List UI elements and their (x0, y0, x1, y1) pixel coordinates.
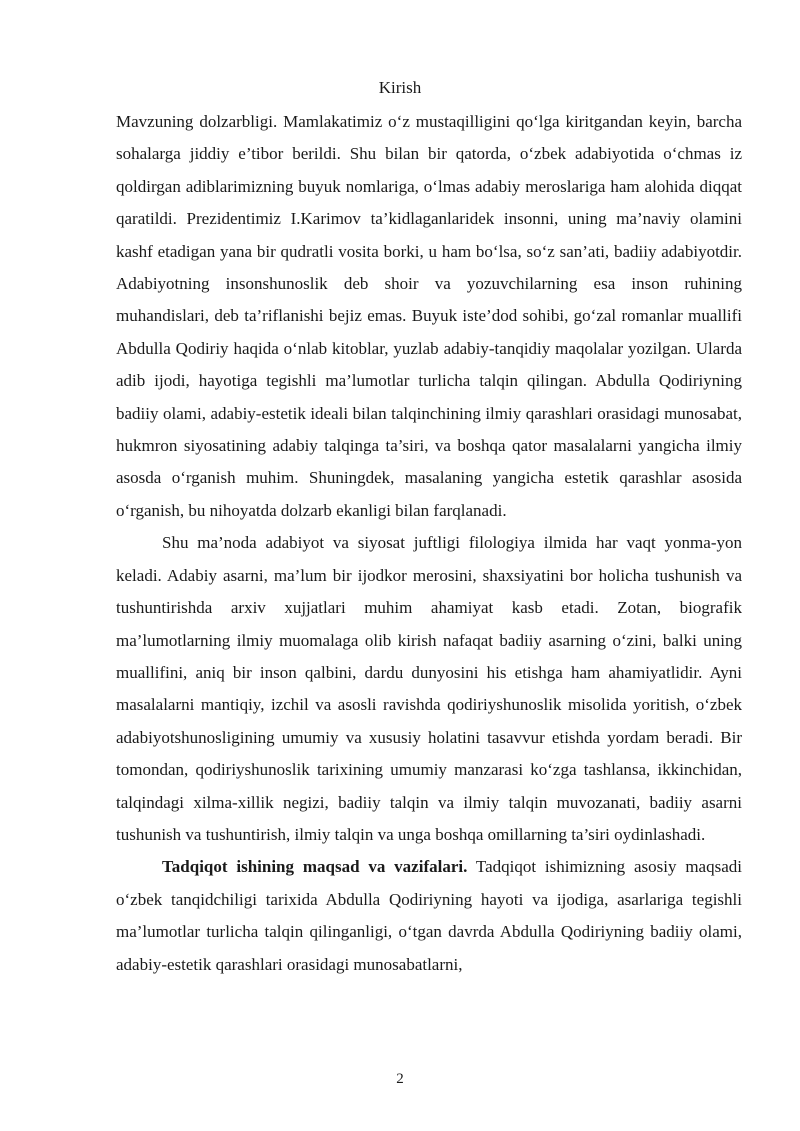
paragraph-relevance: Mavzuning dolzarbligi. Mamlakatimiz o‘z mustaqilligini qo‘lga kiritgandan keyin, barcha sohalarga jiddiy e’tibor berildi. Shu bilan bir qatorda, o‘zbek adabiyotida o‘chmas iz qoldirgan adiblarimizning buyuk nomlariga, o‘lmas adabiy meroslariga ham alohida diqqat qaratildi. Prezidentimiz I.Karimov ta’kidlaganlaridek insonni, uning ma’naviy olamini kashf etadigan yana bir qudratli vosita borki, u ham bo‘lsa, so‘z san’ati, badiiy adabiyotdir. Adabiyotning insonshunoslik deb shoir va yozuvchilarning esa inson ruhining muhandislari, deb ta’riflanishi bejiz emas. Buyuk iste’dod sohibi, go‘zal romanlar muallifi Abdulla Qodiriy haqida o‘nlab kitoblar, yuzlab adabiy-tanqidiy maqolalar yozilgan. Ularda adib ijodi, hayotiga tegishli ma’lumotlar turlicha talqin qilingan. Abdulla Qodiriyning badiiy olami, adabiy-estetik ideali bilan talqinchining ilmiy qarashlari orasidagi munosabat, hukmron siyosatining adabiy talqinga ta’siri, va boshqa qator masalalarni yangicha ilmiy asosda o‘rganish muhim. Shuningdek, masalaning yangicha estetik qarashlar asosida o‘rganish, bu nihoyatda dolzarb ekanligi bilan farqlanadi. (116, 112, 742, 520)
research-goals-heading: Tadqiqot ishining maqsad va vazifalari. (162, 857, 468, 877)
section-heading: Kirish (378, 78, 422, 97)
paragraph-literature-politics: Shu ma’noda adabiyot va siyosat juftligi filologiya ilmida har vaqt yonma-yon keladi. Adabiy asarni, ma’lum bir ijodkor merosini, shaxsiyatini bor holicha tushunish va tushuntirishda arxiv xujjatlari muhim ahamiyat kasb etadi. Zotan, biografik ma’lumotlarning ilmiy muomalaga olib kirish nafaqat badiiy asarning o‘zini, balki uning muallifini, aniq bir inson qalbini, dardu dunyosini his etishga ham ahamiyatlidir. Ayni masalalarni mantiqiy, izchil va asosli ravishda qodiriyshunoslik misolida yoritish, o‘zbek adabiyotshunosligining umumiy va xususiy holatini tasavvur etishda yordam beradi. Bir tomondan, qodiriyshunoslik tarixining umumiy manzarasi ko‘zga tashlansa, ikkinchidan, talqindagi xilma-xillik negizi, badiiy talqin va ilmiy talqin muvozanati, badiiy asarni tushunish va tushuntirish, ilmiy talqin va unga boshqa omillarning ta’siri oydinlashadi. (116, 533, 742, 844)
page-number: 2 (396, 1071, 404, 1087)
research-goals-text: Tadqiqot ishimizning asosiy maqsadi o‘zbek tanqidchiligi tarixida Abdulla Qodiriyning hayoti va ijodiga, asarlariga tegishli ma’lumotlar turlicha talqin qilinganligi, o‘tgan davrda Abdulla Qodiriyning badiiy olami, adabiy-estetik qarashlari orasidagi munosabatlarni, (116, 857, 742, 974)
document-body (116, 106, 742, 981)
paragraph-research-goals (116, 851, 742, 981)
